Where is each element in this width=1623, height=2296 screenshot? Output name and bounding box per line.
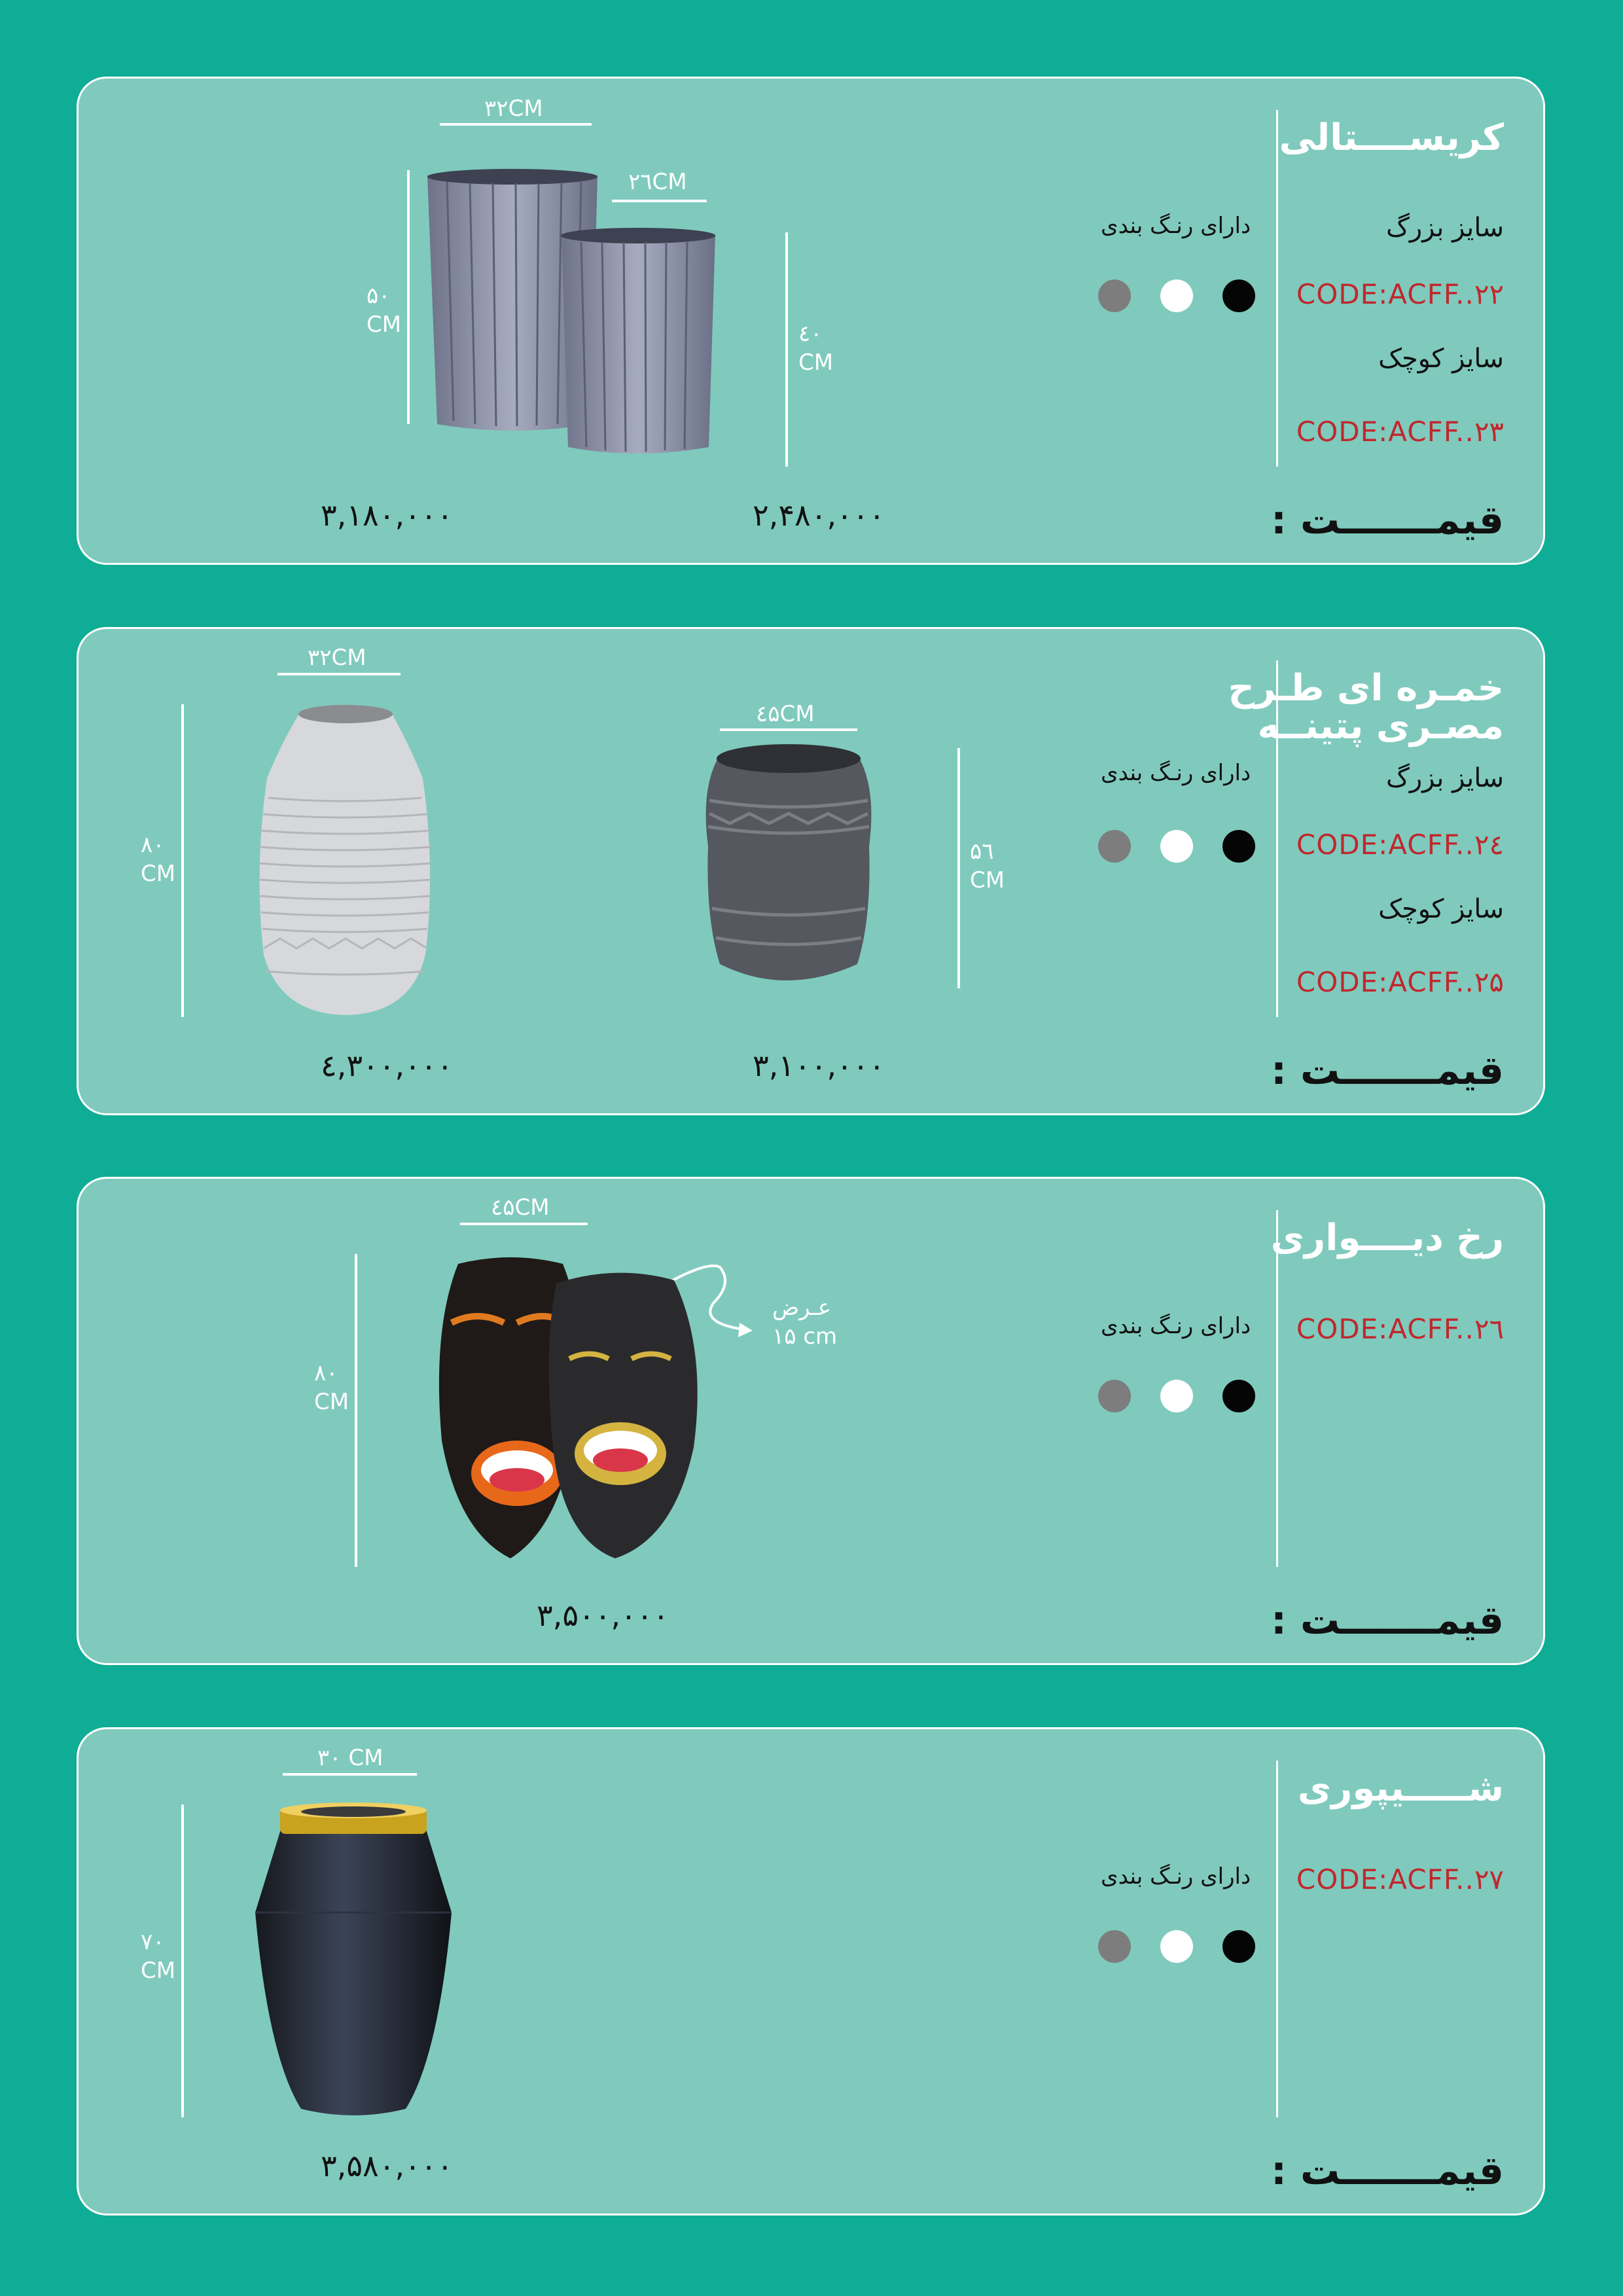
color-swatch-gray[interactable] [1098,1930,1131,1963]
product-code: CODE:ACFF..۲٦ [1296,1313,1504,1345]
dim-small-width: ٤۵CM [756,701,815,727]
color-options-label: دارای رنـگ بندی [1101,1863,1251,1890]
product-card-wall-mask [77,1177,1545,1665]
product-code-big: CODE:ACFF..۲۲ [1296,278,1504,310]
color-swatch-black[interactable] [1222,830,1255,863]
price: ۳,۵۸۰,۰۰۰ [321,2148,454,2183]
dim-small-height: ٤۰ CM [798,321,834,376]
gray-jar-image [700,748,877,990]
wall-masks-image [432,1251,720,1565]
crystal-vases-image [424,169,725,463]
color-swatch-white[interactable] [1160,1380,1193,1412]
product-title-line2: مصـری پتینــه [1257,705,1504,747]
price-small: ۲,۴۸۰,۰۰۰ [753,497,885,533]
dim-width: ۳۰ CM [317,1745,383,1771]
color-swatch-white[interactable] [1160,830,1193,863]
product-card-trumpet-vase [77,1727,1545,2215]
column-divider [1276,110,1278,467]
dim-depth: عـرض ۱۵ cm [772,1295,838,1350]
product-code: CODE:ACFF..۲۷ [1296,1863,1504,1895]
column-divider [1276,1210,1278,1567]
product-title: کریســــتالی [1279,117,1504,159]
size-small-label: سایز کوچک [1378,894,1504,924]
price-label: قیمـــــــت : [1271,1048,1504,1094]
price: ۳,۵۰۰,۰۰۰ [537,1598,669,1633]
dim-line [277,673,401,675]
dim-line [720,728,857,731]
size-small-label: سایز کوچک [1378,344,1504,374]
price-big: ۳,۱۸۰,۰۰۰ [321,497,454,533]
product-code-small: CODE:ACFF..۲۵ [1296,966,1504,998]
color-swatch-black[interactable] [1222,279,1255,312]
price-label: قیمـــــــت : [1271,2148,1504,2194]
size-big-label: سایز بزرگ [1386,213,1504,243]
size-big-label: سایز بزرگ [1386,763,1504,793]
dim-big-height: ۸۰ CM [141,832,176,887]
dim-line [785,232,788,467]
trumpet-vase-image [249,1801,458,2119]
white-jar-image [254,706,437,1017]
dim-line [440,123,592,126]
dim-line [181,1804,184,2117]
dim-line [460,1223,588,1225]
dim-line [283,1773,417,1776]
color-swatch-white[interactable] [1160,1930,1193,1963]
column-divider [1276,1761,1278,2117]
price-label: قیمـــــــت : [1271,497,1504,543]
dim-big-width: ۳۲CM [484,96,543,122]
product-code-small: CODE:ACFF..۲۳ [1296,416,1504,448]
color-swatch-black[interactable] [1222,1930,1255,1963]
dim-small-width: ۲٦CM [628,169,687,195]
dim-line [181,704,184,1017]
color-swatch-gray[interactable] [1098,279,1131,312]
color-swatch-gray[interactable] [1098,1380,1131,1412]
product-code-big: CODE:ACFF..۲٤ [1296,829,1504,861]
product-title-line1: خمـره ای طـرح [1228,667,1504,709]
dim-width: ٤۵CM [491,1194,550,1221]
dim-line [355,1254,357,1567]
price-small: ۳,۱۰۰,۰۰۰ [753,1048,885,1083]
dim-big-height: ۵۰ CM [366,283,402,338]
price-big: ٤,۳۰۰,۰۰۰ [321,1048,454,1083]
color-options-label: دارای رنـگ بندی [1101,1313,1251,1339]
color-options-label: دارای رنـگ بندی [1101,760,1251,786]
color-swatch-gray[interactable] [1098,830,1131,863]
color-swatch-white[interactable] [1160,279,1193,312]
dim-small-height: ۵٦ CM [970,838,1005,893]
dim-big-width: ۳۲CM [308,645,366,671]
product-card-crystal [77,77,1545,565]
dim-line [407,170,410,424]
product-title: رخ دیــــواری [1270,1217,1504,1259]
dim-line [957,748,960,988]
price-label: قیمـــــــت : [1271,1598,1504,1643]
dim-height: ۸۰ CM [314,1360,349,1415]
product-title: شـــــیپوری [1297,1767,1504,1810]
color-options-label: دارای رنـگ بندی [1101,213,1251,239]
color-swatch-black[interactable] [1222,1380,1255,1412]
product-card-jar [77,627,1545,1115]
dim-height: ۷۰ CM [141,1929,176,1984]
